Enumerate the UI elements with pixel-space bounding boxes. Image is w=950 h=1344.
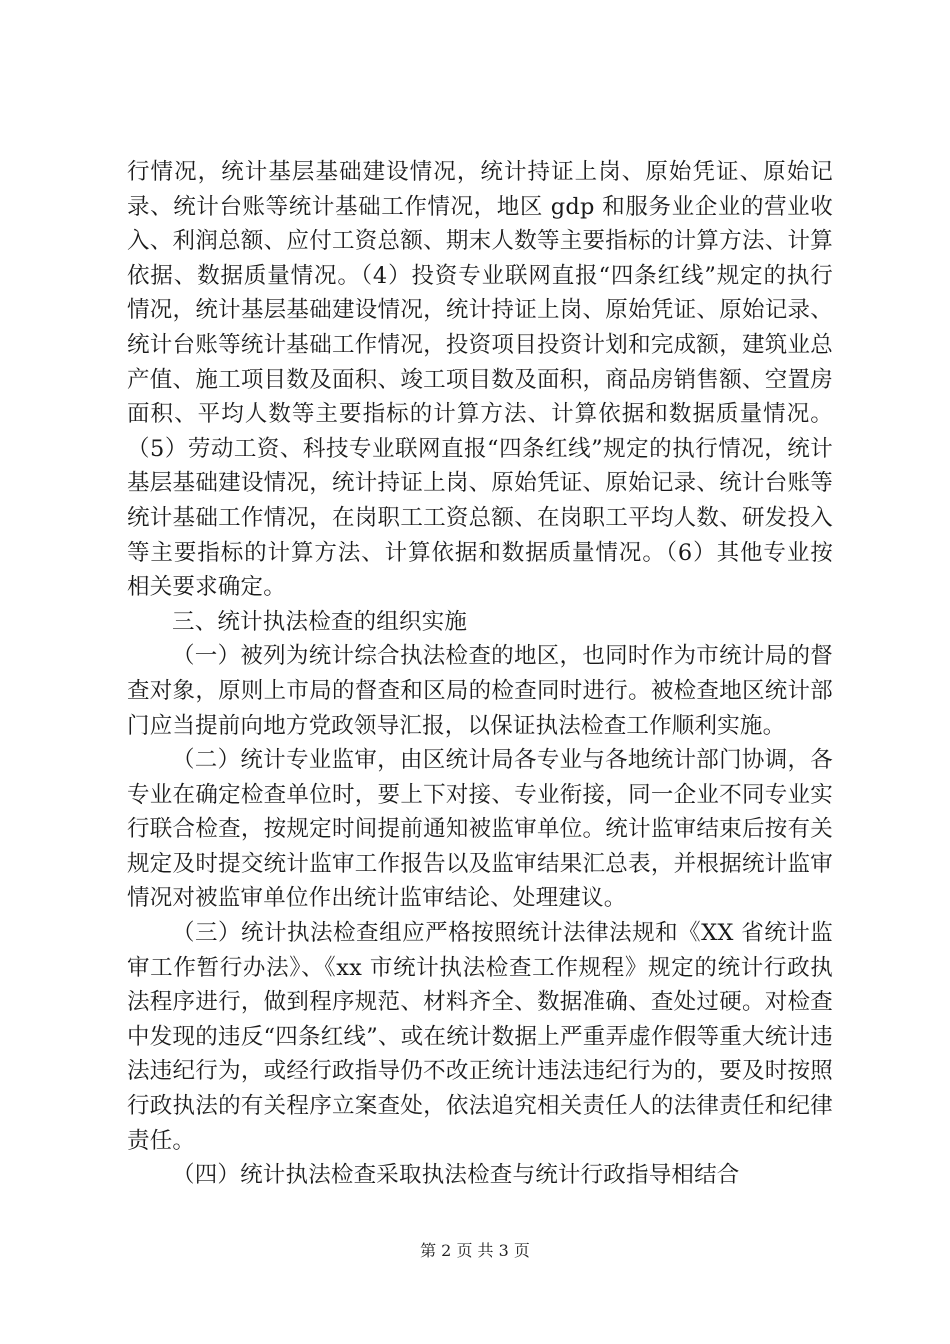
paragraph-item-4: （四）统计执法检查采取执法检查与统计行政指导相结合 bbox=[172, 1162, 740, 1189]
paragraph-continuation: 行情况，统计基层基础建设情况，统计持证上岗、原始凭证、原始记录、统计台账等统计基础工作情况，地区 gdp 和服务业企业的营业收入、利润总额、应付工资总额、期末人数等主要指标的计算方法、计算依据、数据质量情况。（4）投资专业联网直报“四条红线”规定的执行情况，统计基层基础建设情况，统计持证上岗、原始凭证、原始记录、统计台账等统计基础工作情况，投资项目投资计划和完成额，建筑业总产值、施工项目数及面积、竣工项目数及面积，商品房销售额、空置房面积、平均人数等主要指标的计算方法、计算依据和数据质量情况。（5）劳动工资、科技专业联网直报“四条红线”规定的执行情况，统计基层基础建设情况，统计持证上岗、原始凭证、原始记录、统计台账等统计基础工作情况，在岗职工工资总额、在岗职工平均人数、研发投入等主要指标的计算方法、计算依据和数据质量情况。（6）其他专业按相关要求确定。 bbox=[127, 159, 833, 601]
page-footer: 第 2 页 共 3 页 bbox=[420, 1241, 530, 1260]
document-body bbox=[127, 155, 833, 1193]
paragraph-item-2: （二）统计专业监审，由区统计局各专业与各地统计部门协调，各专业在确定检查单位时，要上下对接、专业衔接，同一企业不同专业实行联合检查，按规定时间提前通知被监审单位。统计监审结束后按有关规定及时提交统计监审工作报告以及监审结果汇总表，并根据统计监审情况对被监审单位作出统计监审结论、处理建议。 bbox=[127, 747, 833, 912]
section-heading: 三、统计执法检查的组织实施 bbox=[172, 608, 468, 635]
paragraph-item-3: （三）统计执法检查组应严格按照统计法律法规和《XX 省统计监审工作暂行办法》、《xx 市统计执法检查工作规程》规定的统计行政执法程序进行，做到程序规范、材料齐全、数据准确、查处过硬。对检查中发现的违反“四条红线”、或在统计数据上严重弄虚作假等重大统计违法违纪行为，或经行政指导仍不改正统计违法违纪行为的，要及时按照行政执法的有关程序立案查处，依法追究相关责任人的法律责任和纪律责任。 bbox=[127, 920, 833, 1154]
paragraph-item-1: （一）被列为统计综合执法检查的地区，也同时作为市统计局的督查对象，原则上市局的督查和区局的检查同时进行。被检查地区统计部门应当提前向地方党政领导汇报，以保证执法检查工作顺利实施。 bbox=[127, 643, 833, 739]
